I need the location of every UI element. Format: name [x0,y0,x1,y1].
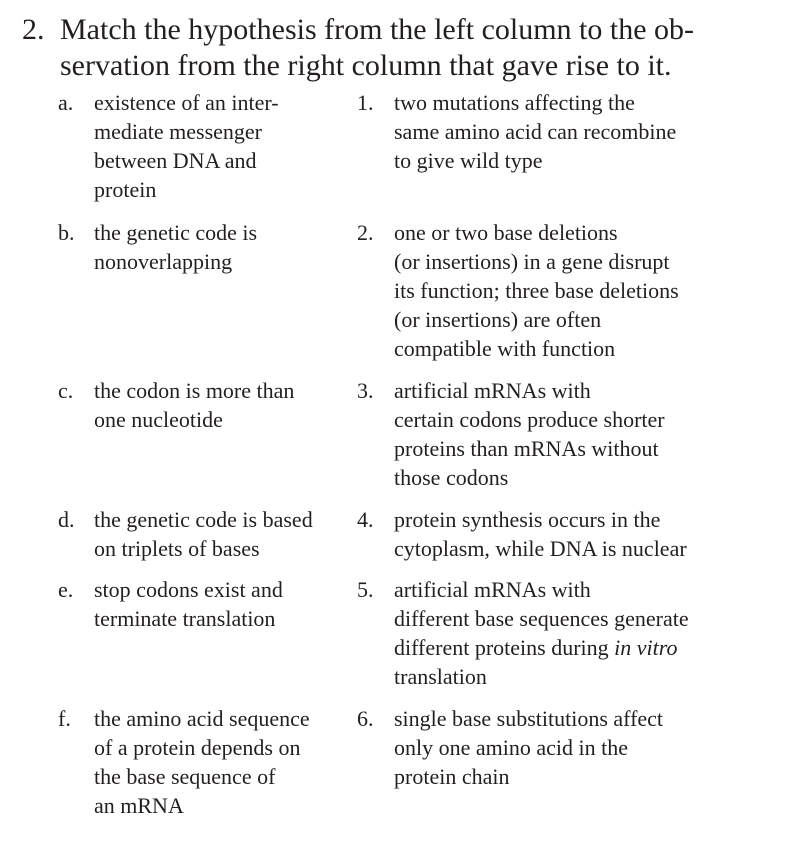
hypothesis-line: nonoverlapping [94,249,233,274]
observation-text [394,505,774,563]
observation-line: different base sequences generate [394,606,689,631]
question-prompt-line: servation from the right column that gave rise to it. [60,49,672,82]
observation-line: single base substitutions affect [394,706,664,731]
observation-number: 1. [357,90,374,115]
observation-number: 5. [357,577,374,602]
question-prompt [60,12,760,84]
hypothesis-line: the genetic code is [94,220,258,245]
hypothesis-line: mediate messenger [94,119,262,144]
hypothesis-letter: a. [58,90,74,115]
observation-line: (or insertions) are often [394,307,602,332]
hypothesis-text [94,575,354,633]
observation-line: those codons [394,465,509,490]
hypothesis-line: on triplets of bases [94,536,260,561]
hypothesis-line: one nucleotide [94,407,223,432]
observation-line: artificial mRNAs with [394,378,591,403]
observation-number: 4. [357,507,374,532]
observation-line: to give wild type [394,148,543,173]
observation-number: 2. [357,220,374,245]
italic-phrase: in vitro [614,635,678,660]
observation-text [394,704,774,791]
observation-text [394,218,774,363]
hypothesis-text [94,88,354,204]
hypothesis-text [94,218,354,276]
hypothesis-line: the codon is more than [94,378,295,403]
observation-line: same amino acid can recombine [394,119,677,144]
hypothesis-line: between DNA and [94,148,257,173]
hypothesis-line: of a protein depends on [94,735,301,760]
observation-line [394,633,774,662]
hypothesis-line: the genetic code is based [94,507,313,532]
hypothesis-text [94,505,354,563]
hypothesis-letter: f. [58,706,71,731]
observation-line: (or insertions) in a gene disrupt [394,249,670,274]
observation-line: artificial mRNAs with [394,577,591,602]
question-prompt-line: Match the hypothesis from the left column to the ob- [60,13,695,46]
observation-line: only one amino acid in the [394,735,628,760]
observation-line: its function; three base deletions [394,278,679,303]
hypothesis-line: protein [94,177,157,202]
observation-text [394,575,774,691]
hypothesis-letter: c. [58,378,74,403]
hypothesis-line: the base sequence of [94,764,276,789]
observation-line: compatible with function [394,336,616,361]
hypothesis-letter: b. [58,220,75,245]
observation-line: one or two base deletions [394,220,618,245]
observation-line: proteins than mRNAs without [394,436,659,461]
observation-number: 3. [357,378,374,403]
observation-line: two mutations affecting the [394,90,635,115]
hypothesis-line: stop codons exist and [94,577,283,602]
hypothesis-line: the amino acid sequence [94,706,310,731]
observation-line: cytoplasm, while DNA is nuclear [394,536,687,561]
hypothesis-line: existence of an inter- [94,90,279,115]
hypothesis-text [94,704,354,820]
observation-line: certain codons produce shorter [394,407,665,432]
observation-number: 6. [357,706,374,731]
observation-line: translation [394,664,487,689]
observation-line: protein chain [394,764,510,789]
hypothesis-text [94,376,354,434]
hypothesis-line: an mRNA [94,793,184,818]
hypothesis-letter: e. [58,577,74,602]
question-number: 2. [22,13,45,46]
observation-text [394,376,774,492]
observation-text [394,88,774,175]
observation-line-text: different proteins during [394,635,615,660]
observation-line: protein synthesis occurs in the [394,507,661,532]
hypothesis-letter: d. [58,507,75,532]
hypothesis-line: terminate translation [94,606,276,631]
